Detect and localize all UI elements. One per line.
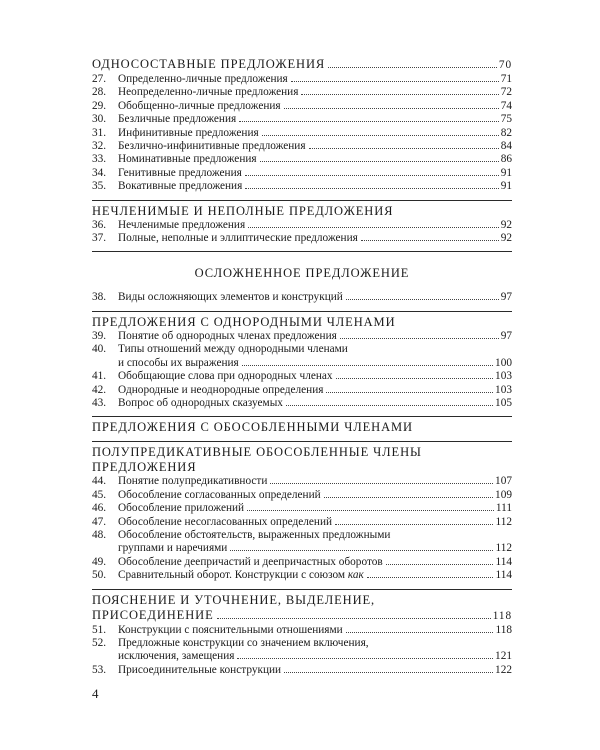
toc-entry: 52. Предложные конструкции со значением включения, исключения, замещения 121: [92, 636, 512, 663]
toc-entry: 51. Конструкции с пояснительными отношениями 118: [92, 623, 512, 636]
toc-entry: 35. Вокативные предложения 91: [92, 180, 512, 193]
divider: [92, 251, 512, 252]
toc-entry: 48. Обособление обстоятельств, выраженных предложными группами и наречиями 112: [92, 528, 512, 555]
section-heading: ПРЕДЛОЖЕНИЯ С ОДНОРОДНЫМИ ЧЛЕНАМИ: [92, 311, 512, 330]
toc-entry: 44. Понятие полупредикативности 107: [92, 475, 512, 488]
toc-entry: 34. Генитивные предложения 91: [92, 166, 512, 179]
toc-entry: 32. Безлично-инфинитивные предложения 84: [92, 140, 512, 153]
toc-entry: 30. Безличные предложения 75: [92, 113, 512, 126]
section-heading: ОДНОСОСТАВНЫЕ ПРЕДЛОЖЕНИЯ 70: [92, 57, 512, 71]
toc-entry: 43. Вопрос об однородных сказуемых 105: [92, 396, 512, 409]
toc-entry: 33. Номинативные предложения 86: [92, 153, 512, 166]
part-heading: ОСЛОЖНЕННОЕ ПРЕДЛОЖЕНИЕ: [194, 266, 410, 281]
toc-entry: 27. Определенно-личные предложения 71: [92, 73, 512, 85]
toc-entry: 28. Неопределенно-личные предложения 72: [92, 86, 512, 99]
toc-entry: 36. Нечленимые предложения 92: [92, 218, 512, 231]
toc-entry: 53. Присоединительные конструкции 122: [92, 663, 512, 676]
toc-entry: 47. Обособление несогласованных определений 112: [92, 515, 512, 528]
toc-entry: 38. Виды осложняющих элементов и конструкций 97: [92, 291, 512, 304]
toc-entry: 31. Инфинитивные предложения 82: [92, 126, 512, 139]
page-number: 4: [92, 686, 99, 701]
section-heading: НЕЧЛЕНИМЫЕ И НЕПОЛНЫЕ ПРЕДЛОЖЕНИЯ: [92, 200, 512, 219]
toc-entry: 50. Сравнительный оборот. Конструкции с союзом как 114: [92, 569, 512, 582]
toc-entry: 42. Однородные и неоднородные определения 103: [92, 383, 512, 396]
toc-entry: 49. Обособление деепричастий и деепричастных оборотов 114: [92, 555, 512, 568]
toc-entry: 41. Обобщающие слова при однородных членах 103: [92, 370, 512, 383]
section-heading: ПОЯСНЕНИЕ И УТОЧНЕНИЕ, ВЫДЕЛЕНИЕ, ПРИСОЕДИНЕНИЕ 118: [92, 589, 512, 624]
toc-entry: 39. Понятие об однородных членах предложения 97: [92, 329, 512, 342]
toc-entry: 29. Обобщенно-личные предложения 74: [92, 99, 512, 112]
section-heading: ПОЛУПРЕДИКАТИВНЫЕ ОБОСОБЛЕННЫЕ ЧЛЕНЫ ПРЕДЛОЖЕНИЯ: [92, 441, 512, 475]
toc-entry: 37. Полные, неполные и эллиптические предложения 92: [92, 232, 512, 245]
dot-leader: [328, 67, 497, 68]
table-of-contents: [92, 52, 512, 677]
toc-entry: 40. Типы отношений между однородными членами и способы их выражения 100: [92, 343, 512, 369]
toc-entry: 45. Обособление согласованных определений 109: [92, 488, 512, 501]
section-heading: ПРЕДЛОЖЕНИЯ С ОБОСОБЛЕННЫМИ ЧЛЕНАМИ: [92, 416, 512, 435]
toc-entry: 46. Обособление приложений 111: [92, 502, 512, 515]
